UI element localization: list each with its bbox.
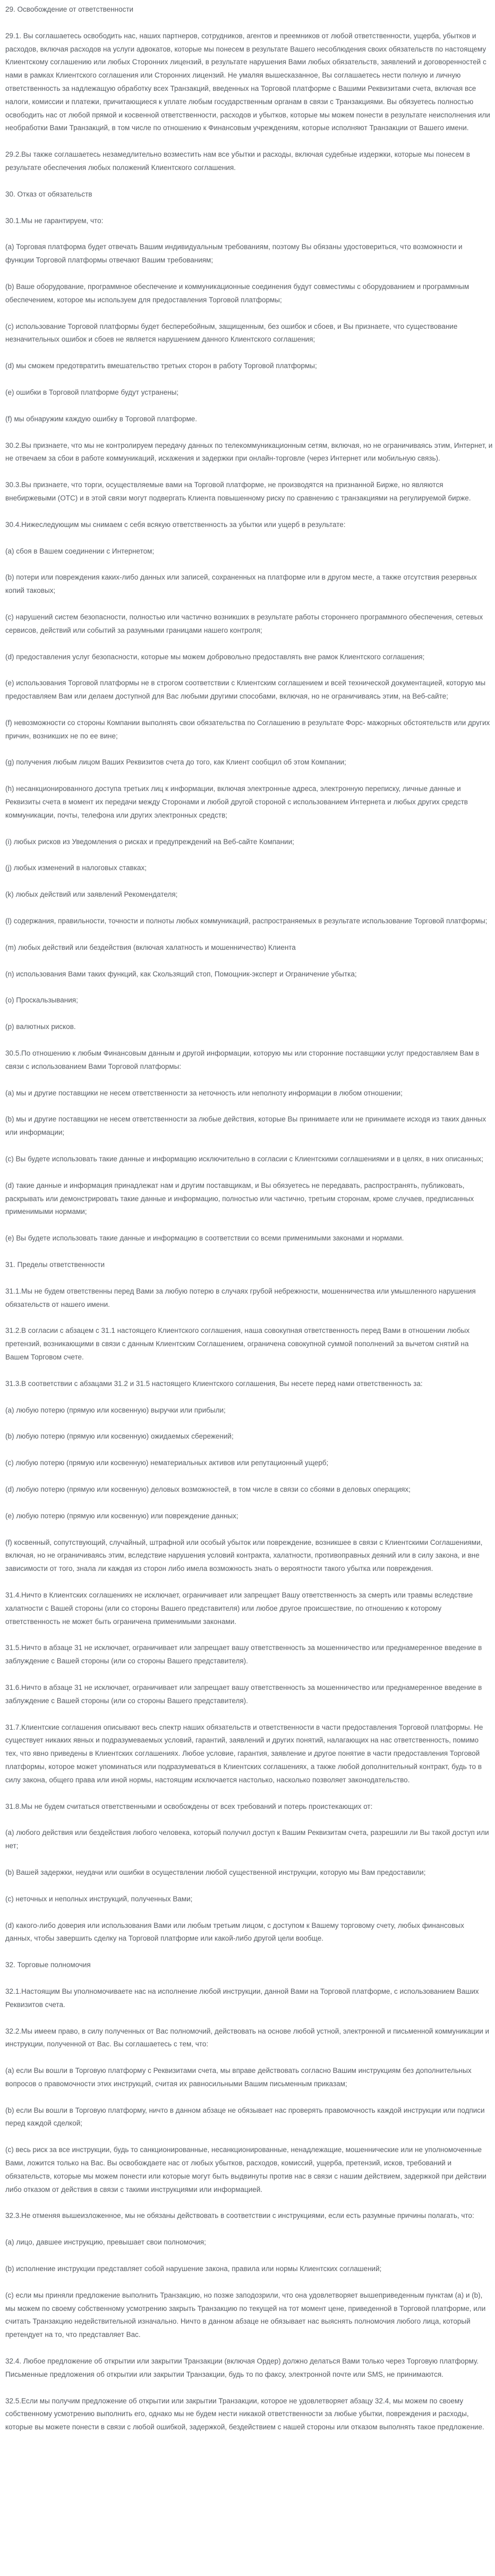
paragraph: 32.4. Любое предложение об открытии или закрытии Транзакции (включая Ордер) должно делаться Вами только через Торговую платформу. Письменные предложения об открытии или закрытии Транзакции, будь то по факсу, электронной почте или SMS, не принимаются.: [5, 2357, 479, 2378]
paragraph: (d) какого-либо доверия или использования Вами или любым третьим лицом, с доступом к Вашему торговому счету, любых финансовых данных, чтобы завершить сделку на Торговой платформе или какой-либо другой цели вообще.: [5, 1921, 464, 1943]
paragraph: (c) если мы приняли предложение выполнить Транзакцию, но позже заподозрили, что она удовлетворяет вышеприведенным пунктам (a) и (b), мы можем по своему собственному усмотрению закрыть Транзакцию по текущей на тот момент цене, приведенной в Торговой платформе, или считать Транзакцию недействительной изначально. Ничто в данном абзаце не обязывает нас выяснять полномочия любого лица, который претендует на то, что представляет Вас.: [5, 2291, 486, 2339]
paragraph: 31.5.Ничто в абзаце 31 не исключает, ограничивает или запрещает вашу ответственность за мошенничество или преднамеренное введение в заблуждение с Вашей стороны (или со стороны Вашего представителя).: [5, 1644, 482, 1665]
paragraph: 30.4.Нижеследующим мы снимаем с себя всякую ответственность за убытки или ущерб в результате:: [5, 520, 346, 529]
paragraph: 32.3.Не отменяя вышеизложенное, мы не обязаны действовать в соответствии с инструкциями, если есть разумные причины полагать, что:: [5, 2212, 474, 2220]
paragraph: (f) косвенный, сопутствующий, случайный, штрафной или особый убыток или повреждение, возникшее в связи с Клиентскими Соглашениями, включая, но не ограничиваясь этим, вследствие нарушения условий контракта, халатности, противоправных деяний или в силу закона, и вне зависимости от того, знала ли каждая из сторон либо имела возможность знать о вероятности такого убытка или повреждения.: [5, 1538, 483, 1573]
paragraph: 30.5.По отношению к любым Финансовым данным и другой информации, которую мы или сторонние поставщики услуг предоставляем Вам в связи с использованием Вами Торговой платформы:: [5, 1049, 480, 1070]
paragraph: (a) любую потерю (прямую или косвенную) выручки или прибыли;: [5, 1406, 226, 1414]
section-heading: 30. Отказ от обязательств: [5, 190, 92, 198]
paragraph: (a) лицо, давшее инструкцию, превышает свои полномочия;: [5, 2238, 206, 2247]
paragraph: (f) мы обнаружим каждую ошибку в Торговой платформе.: [5, 414, 198, 423]
paragraph: (b) Вашей задержки, неудачи или ошибки в осуществлении любой существенной инструкции, которую мы Вам предоставили;: [5, 1868, 426, 1876]
paragraph: (k) любых действий или заявлений Рекомендателя;: [5, 890, 178, 899]
paragraph: 31.7.Клиентские соглашения описывают весь спектр наших обязательств и ответственности в части предоставления Торговой платформы. Не существует никаких явных и подразумеваемых условий, гарантий, заявлений и других понятий, налагающих на нас ответственность, помимо тех, что явно приведены в Клиентских соглашениях. Любое условие, гарантия, заявление и другое понятие в части предоставления Торговой платформы, которое может упоминаться или подразумеваться в Клиентских соглашениях, а также любой дополнительный контракт, будь то в силу закона, общего права или иной нормы, настоящим исключается настолько, насколько позволяет законодательство.: [5, 1723, 483, 1784]
paragraph: (c) неточных и неполных инструкций, полученных Вами;: [5, 1894, 193, 1903]
paragraph: (a) сбоя в Вашем соединении с Интернетом;: [5, 547, 155, 555]
paragraph: (d) такие данные и информация принадлежат нам и другим поставщикам, и Вы обязуетесь не передавать, распространять, публиковать, раскрывать или демонстрировать такие данные и информацию, полностью или частично, третьим сторонам, кроме случаев, предписанных применимыми нормами;: [5, 1181, 474, 1216]
paragraph: (d) любую потерю (прямую или косвенную) деловых возможностей, в том числе в связи со сбоями в деловых операциях;: [5, 1485, 411, 1493]
paragraph: (b) любую потерю (прямую или косвенную) ожидаемых сбережений;: [5, 1432, 234, 1441]
paragraph: (i) любых рисков из Уведомления о рисках и предупреждений на Веб-сайте Компании;: [5, 837, 294, 846]
paragraph: (a) если Вы вошли в Торговую платформу с Реквизитами счета, мы вправе действовать согласно Вашим инструкциям без дополнительных вопросов о правомочности этих инструкций, считая их равносильными Вашим письменным приказам;: [5, 2067, 472, 2088]
paragraph: 31.8.Мы не будем считаться ответственными и освобождены от всех требований и потерь проистекающих от:: [5, 1802, 373, 1810]
paragraph: 31.1.Мы не будем ответственны перед Вами за любую потерю в случаях грубой небрежности, мошенничества или умышленного нарушения обязательств от нашего имени.: [5, 1287, 476, 1308]
paragraph: (a) любого действия или бездействия любого человека, который получил доступ к Вашим Реквизитам счета, разрешили ли Вы такой доступ или нет;: [5, 1829, 489, 1850]
paragraph: (b) мы и другие поставщики не несем ответственности за любые действия, которые Вы принимаете или не принимаете исходя из таких данных или информации;: [5, 1115, 487, 1137]
paragraph: 31.3.В соответствии с абзацами 31.2 и 31.5 настоящего Клиентского соглашения, Вы несете перед нами ответственность за:: [5, 1379, 423, 1388]
paragraph: (h) несанкционированного доступа третьих лиц к информации, включая электронные адреса, электронную переписку, личные данные и Реквизиты счета в момент их передачи между Сторонами и любой другой стороной с использованием Интернета и любых других средств коммуникации, почты, телефона или других электронных средств;: [5, 785, 468, 819]
paragraph: (b) если Вы вошли в Торговую платформу, ничто в данном абзаце не обязывает нас проверять правомочность каждой инструкции или подписи перед каждой сделкой;: [5, 2106, 485, 2128]
section-heading: 32. Торговые полномочия: [5, 1961, 91, 1969]
paragraph: (g) получения любым лицом Ваших Реквизитов счета до того, как Клиент сообщил об этом Компании;: [5, 758, 346, 767]
paragraph: (f) невозможности со стороны Компании выполнять свои обязательства по Соглашению в результате Форс- мажорных обстоятельств или других причин, возникших не по ее вине;: [5, 718, 490, 740]
paragraph: (c) использование Торговой платформы будет бесперебойным, защищенным, без ошибок и сбоев, и Вы признаете, что существование незначительных ошибок и сбоев не является нарушением данного Клиентского соглашения;: [5, 322, 458, 344]
paragraph: (j) любых изменений в налоговых ставках;: [5, 864, 147, 872]
paragraph: (c) нарушений систем безопасности, полностью или частично возникших в результате работы стороннего программного обеспечения, сетевых сервисов, действий или событий за разумными границами нашего контроля;: [5, 613, 483, 634]
paragraph: (c) любую потерю (прямую или косвенную) нематериальных активов или репутационный ущерб;: [5, 1459, 329, 1467]
paragraph: (c) Вы будете использовать такие данные и информацию исключительно в согласии с Клиентскими соглашениями и в целях, в них описанных;: [5, 1155, 484, 1163]
paragraph: (e) ошибки в Торговой платформе будут устранены;: [5, 388, 179, 396]
section-heading: 29. Освобождение от ответственности: [5, 5, 134, 13]
paragraph: 31.2.В согласии с абзацем с 31.1 настоящего Клиентского соглашения, наша совокупная ответственность перед Вами в отношении любых претензий, возникающими в связи с данным Клиентским Соглашением, ограничена совокупной суммой пополнений за вычетом снятий на Вашем Торговом счете.: [5, 1327, 470, 1361]
paragraph: (b) потери или повреждения каких-либо данных или записей, сохраненных на платформе или в другом месте, а также отсутствия резервных копий таковых;: [5, 573, 477, 595]
paragraph: 30.1.Мы не гарантируем, что:: [5, 216, 104, 225]
paragraph: (o) Проскальзывания;: [5, 996, 78, 1005]
paragraph: (d) мы сможем предотвратить вмешательство третьих сторон в работу Торговой платформы;: [5, 362, 317, 370]
section-heading: 31. Пределы ответственности: [5, 1261, 105, 1269]
paragraph: 30.3.Вы признаете, что торги, осуществляемые вами на Торговой платформе, не производятся на признанной Бирже, но являются внебиржевыми (ОТС) и в этой связи могут подвергать Клиента повышенному риску по сравнению с транзакциями на регулируемой бирже.: [5, 481, 471, 502]
paragraph: 29.2.Вы также соглашаетесь незамедлительно возместить нам все убытки и расходы, включая судебные издержки, которые мы понесем в результате обеспечения любых положений Клиентского соглашения.: [5, 150, 471, 172]
paragraph: 32.5.Если мы получим предложение об открытии или закрытии Транзакции, которое не удовлетворяет абзацу 32.4, мы можем по своему собственному усмотрению выполнить его, однако мы не будем нести никакой ответственности за любые убытки, повреждения и расходы, которые вы можете понести в связи с любой ошибкой, задержкой, бездействием с нашей стороны или отказом выполнять такое предложение.: [5, 2396, 484, 2432]
paragraph: 31.4.Ничто в Клиентских соглашениях не исключает, ограничивает или запрещает Вашу ответственность за смерть или травмы вследствие халатности с Вашей стороны (или со стороны Вашего представителя) или любое другое происшествие, по отношению к которому ответственность не может быть ограничена применимыми законами.: [5, 1591, 473, 1626]
paragraph: (l) содержания, правильности, точности и полноты любых коммуникаций, распространяемых в результате использование Торговой платформы;: [5, 917, 488, 925]
paragraph: (c) весь риск за все инструкции, будь то санкционированные, несанкционированные, ненадлежащие, мошеннические или не уполномоченные Вами, ложится только на Вас. Вы освобождаете нас от любых убытков, расходов, комиссий, ущерба, претензий, исков, требований и обязательств, которые мы можем понести или которые могут быть выдвинуты против нас в связи с нашим действием, задержкой при действии либо отказом от действия в связи с такими инструкциями или информацией.: [5, 2146, 487, 2194]
paragraph: (b) Ваше оборудование, программное обеспечение и коммуникационные соединения будут совместимы с оборудованием и программным обеспечением, которое мы используем для предоставления Торговой платформы;: [5, 282, 470, 304]
paragraph: (a) Торговая платформа будет отвечать Вашим индивидуальным требованиям, поэтому Вы обязаны удостовериться, что возможности и функции Торговой платформы отвечают Вашим требованиям;: [5, 243, 463, 265]
paragraph: (e) использования Торговой платформы не в строгом соответствии с Клиентским соглашением и всей технической документацией, которую мы предоставляем Вам или делаем доступной для Вас любыми другими способами, включая, но не ограничиваясь этим, на Веб-сайте;: [5, 679, 486, 701]
paragraph: 32.2.Мы имеем право, в силу полученных от Вас полномочий, действовать на основе любой устной, электронной и письменной коммуникации и инструкции, полученной от Вас. Вы соглашаетесь с тем, что:: [5, 2027, 490, 2048]
paragraph: (n) использования Вами таких функций, как Скользящий стоп, Помощник-эксперт и Ограничение убытка;: [5, 970, 357, 978]
paragraph: 30.2.Вы признаете, что мы не контролируем передачу данных по телекоммуникационным сетям, включая, но не ограничиваясь этим, Интернет, и не отвечаем за сбои в работе коммуникаций, искажения и задержки при онлайн-торговле (через Интернет или мобильную связь).: [5, 441, 493, 463]
paragraph: (m) любых действий или бездействия (включая халатность и мошенничество) Клиента: [5, 943, 296, 951]
paragraph: (a) мы и другие поставщики не несем ответственности за неточность или неполноту информации в любом отношении;: [5, 1089, 403, 1097]
paragraph: (e) Вы будете использовать такие данные и информацию в соответствии со всеми применимыми законами и нормами.: [5, 1234, 404, 1243]
paragraph: 29.1. Вы соглашаетесь освободить нас, наших партнеров, сотрудников, агентов и преемников от любой ответственности, ущерба, убытков и расходов, включая расходов на услуги адвокатов, которые мы понесем в результате Вашего несоблюдения своих обязательств по настоящему Клиентскому соглашению или любых Сторонних лицензий, в результате нарушения Вами любых обязательств, заявлений и договоренностей с нами в рамках Клиентского соглашения или Сторонних лицензий. Не умаляя вышесказанное, Вы соглашаетесь нести полную и личную ответственность за надлежащую обработку всех Транзакций, введенных на Торговой платформе с Вашими Реквизитами счета, включая все налоги, комиссии и платежи, причитающиеся к уплате любым государственным органам в связи с Транзакциями. Вы обязуетесь полностью освободить нас от любой прямой и косвенной ответственности, расходов и убытков, которые мы можем понести в результате неисполнения или необработки Вами Транзакций, в том числе по отношению к Финансовым учреждениям, которые исполняют Транзакции от Вашего имени.: [5, 31, 490, 132]
paragraph: 31.6.Ничто в абзаце 31 не исключает, ограничивает или запрещает вашу ответственность за мошенничество или преднамеренное введение в заблуждение с Вашей стороны (или со стороны Вашего представителя).: [5, 1683, 482, 1705]
paragraph: 32.1.Настоящим Вы уполномочиваете нас на исполнение любой инструкции, данной Вами на Торговой платформе, с использованием Ваших Реквизитов счета.: [5, 1987, 479, 2009]
paragraph: (d) предоставления услуг безопасности, которые мы можем добровольно предоставлять вне рамок Клиентского соглашения;: [5, 652, 425, 661]
paragraph: (e) любую потерю (прямую или косвенную) или повреждение данных;: [5, 1511, 238, 1520]
paragraph: (b) исполнение инструкции представляет собой нарушение закона, правила или нормы Клиентских соглашений;: [5, 2265, 382, 2273]
paragraph: (p) валютных рисков.: [5, 1023, 76, 1031]
